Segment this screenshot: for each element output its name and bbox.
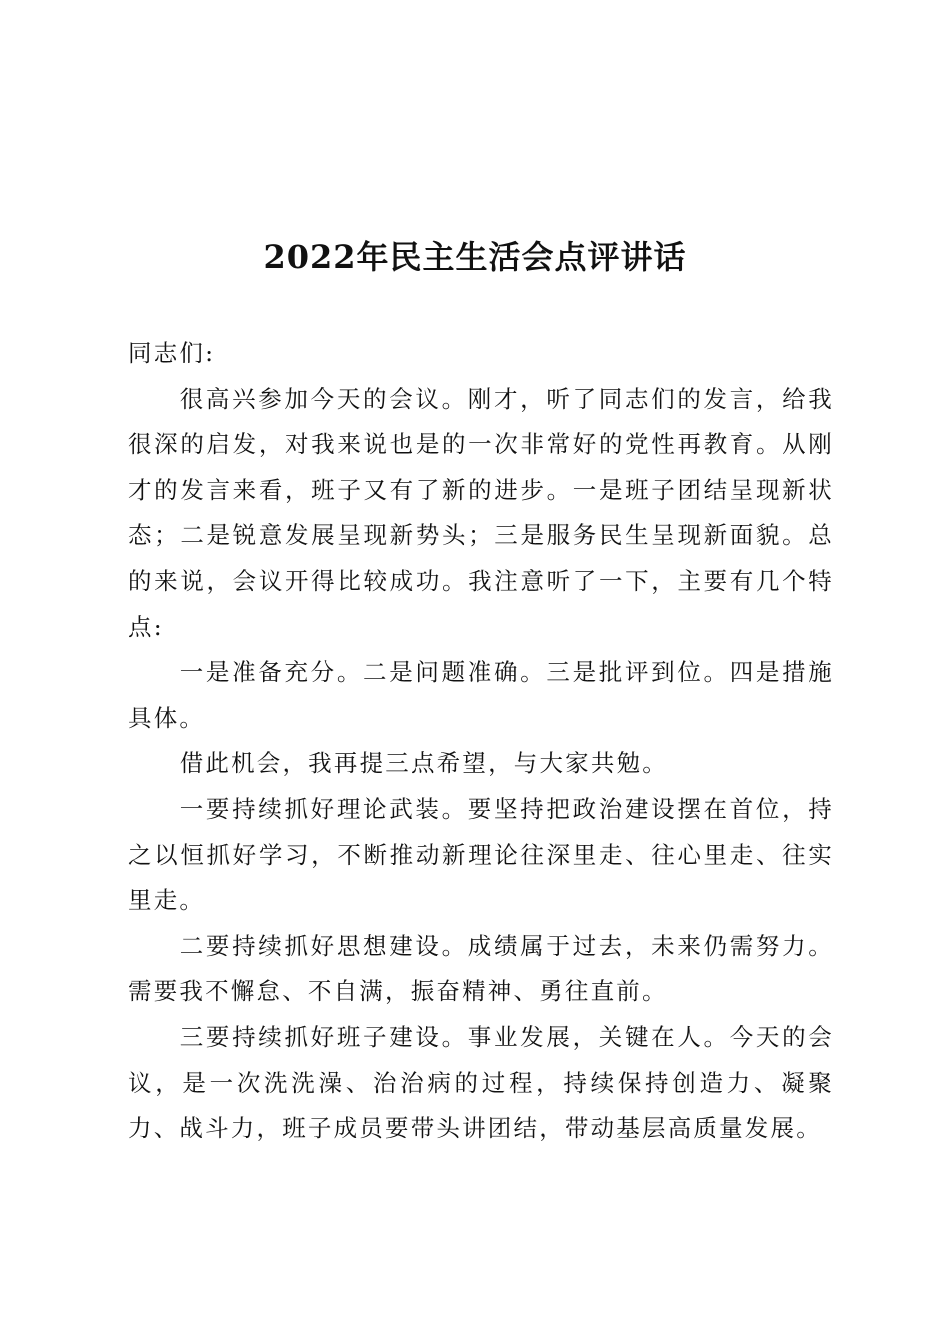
paragraph-features: 一是准备充分。二是问题准确。三是批评到位。四是措施具体。 — [128, 658, 834, 732]
paragraph-hopes-intro: 借此机会，我再提三点希望，与大家共勉。 — [179, 749, 668, 778]
document-body — [128, 331, 834, 1152]
salutation: 同志们: — [128, 339, 216, 367]
paragraph-hope-ideology: 二要持续抓好思想建设。成绩属于过去，未来仍需努力。需要我不懈怠、不自满，振奋精神、勇往直前。 — [128, 931, 834, 1006]
document-title: 2022年民主生活会点评讲话 — [263, 238, 687, 276]
paragraph-opening: 很高兴参加今天的会议。刚才，听了同志们的发言，给我很深的启发，对我来说也是的一次非常好的党性再教育。从刚才的发言来看，班子又有了新的进步。一是班子团结呈现新状态；二是锐意发展呈现新势头；三是服务民生呈现新面貌。总的来说，会议开得比较成功。我注意听了一下，主要有几个特点: — [128, 384, 834, 641]
paragraph-hope-theory: 一要持续抓好理论武装。要坚持把政治建设摆在首位，持之以恒抓好学习，不断推动新理论往深里走、往心里走、往实里走。 — [128, 794, 834, 915]
paragraph-hope-team: 三要持续抓好班子建设。事业发展，关键在人。今天的会议，是一次洗洗澡、治治病的过程，持续保持创造力、凝聚力、战斗力，班子成员要带头讲团结，带动基层高质量发展。 — [128, 1022, 834, 1143]
